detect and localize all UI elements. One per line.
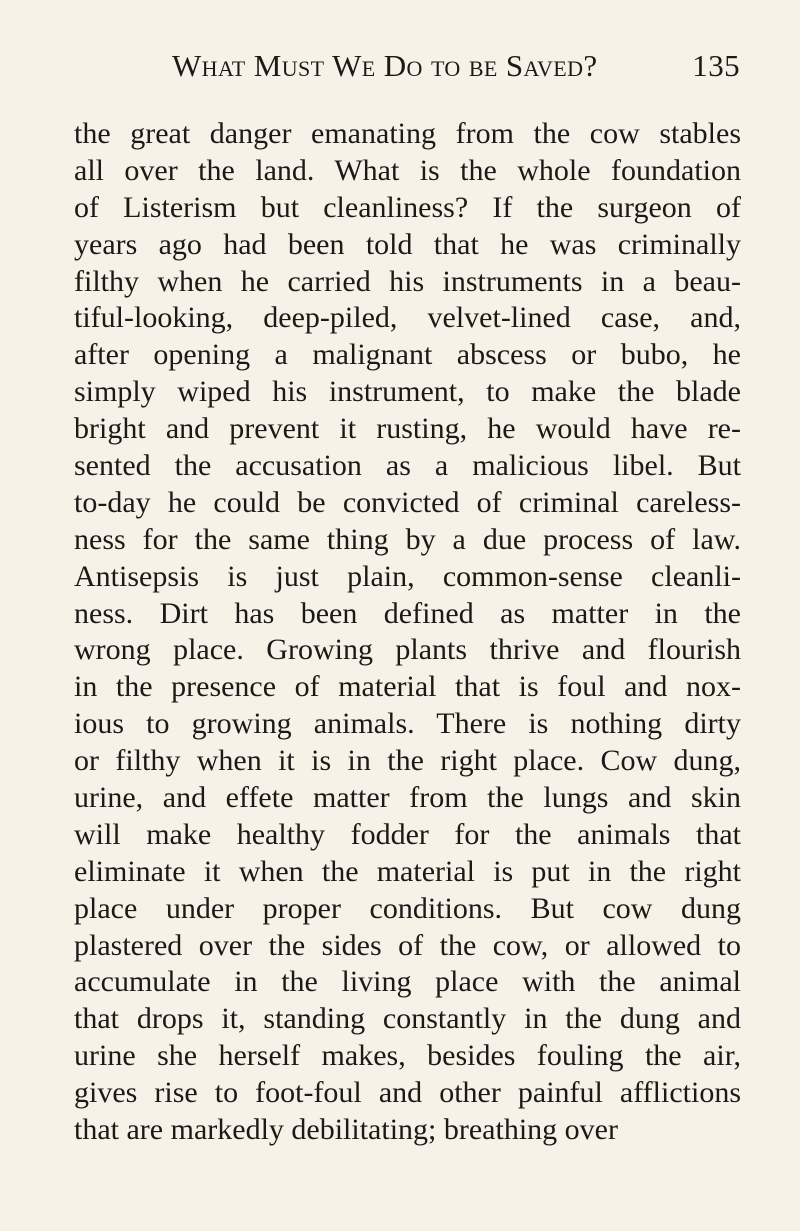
text-line: tiful-looking, deep-piled, velvet-lined case, and,: [74, 301, 741, 335]
text-line: or filthy when it is in the right place. Cow dung,: [74, 744, 741, 778]
page-number: 135: [692, 48, 740, 83]
text-line: wrong place. Growing plants thrive and flourish: [74, 633, 741, 667]
text-line: simply wiped his instrument, to make the blade: [74, 375, 741, 409]
text-line: ness for the same thing by a due process of law.: [74, 522, 741, 556]
text-line: Antisepsis is just plain, common-sense cleanli-: [74, 559, 741, 593]
text-line: eliminate it when the material is put in the right: [74, 854, 741, 888]
text-line: accumulate in the living place with the animal: [74, 965, 741, 999]
text-line: gives rise to foot-foul and other painful afflictions: [74, 1076, 741, 1110]
running-title: What Must We Do to be Saved?: [172, 48, 598, 83]
text-line: years ago had been told that he was criminally: [74, 227, 741, 261]
text-line: that drops it, standing constantly in the dung and: [74, 1002, 741, 1036]
text-line: after opening a malignant abscess or bubo, he: [74, 338, 741, 372]
text-line: bright and prevent it rusting, he would have re-: [74, 412, 741, 446]
text-line: that are markedly debilitating; breathing over: [74, 1113, 618, 1147]
text-line: in the presence of material that is foul and nox-: [74, 670, 741, 704]
text-line: place under proper conditions. But cow dung: [74, 891, 741, 925]
text-line: ious to growing animals. There is nothing dirty: [74, 707, 741, 741]
text-line: urine she herself makes, besides fouling the air,: [74, 1039, 741, 1073]
text-line: will make healthy fodder for the animals that: [74, 817, 741, 851]
text-line: filthy when he carried his instruments in a beau-: [74, 264, 741, 298]
text-line: plastered over the sides of the cow, or allowed to: [74, 928, 741, 962]
text-line: to-day he could be convicted of criminal careless-: [74, 485, 741, 519]
body-paragraph: [74, 116, 741, 1149]
text-line: all over the land. What is the whole foundation: [74, 153, 741, 187]
running-header: [172, 45, 740, 87]
text-line: sented the accusation as a malicious libel. But: [74, 449, 741, 483]
text-line: urine, and effete matter from the lungs and skin: [74, 781, 741, 815]
text-line: ness. Dirt has been defined as matter in the: [74, 596, 741, 630]
text-line: of Listerism but cleanliness? If the surgeon of: [74, 190, 741, 224]
text-line: the great danger emanating from the cow stables: [74, 117, 741, 150]
